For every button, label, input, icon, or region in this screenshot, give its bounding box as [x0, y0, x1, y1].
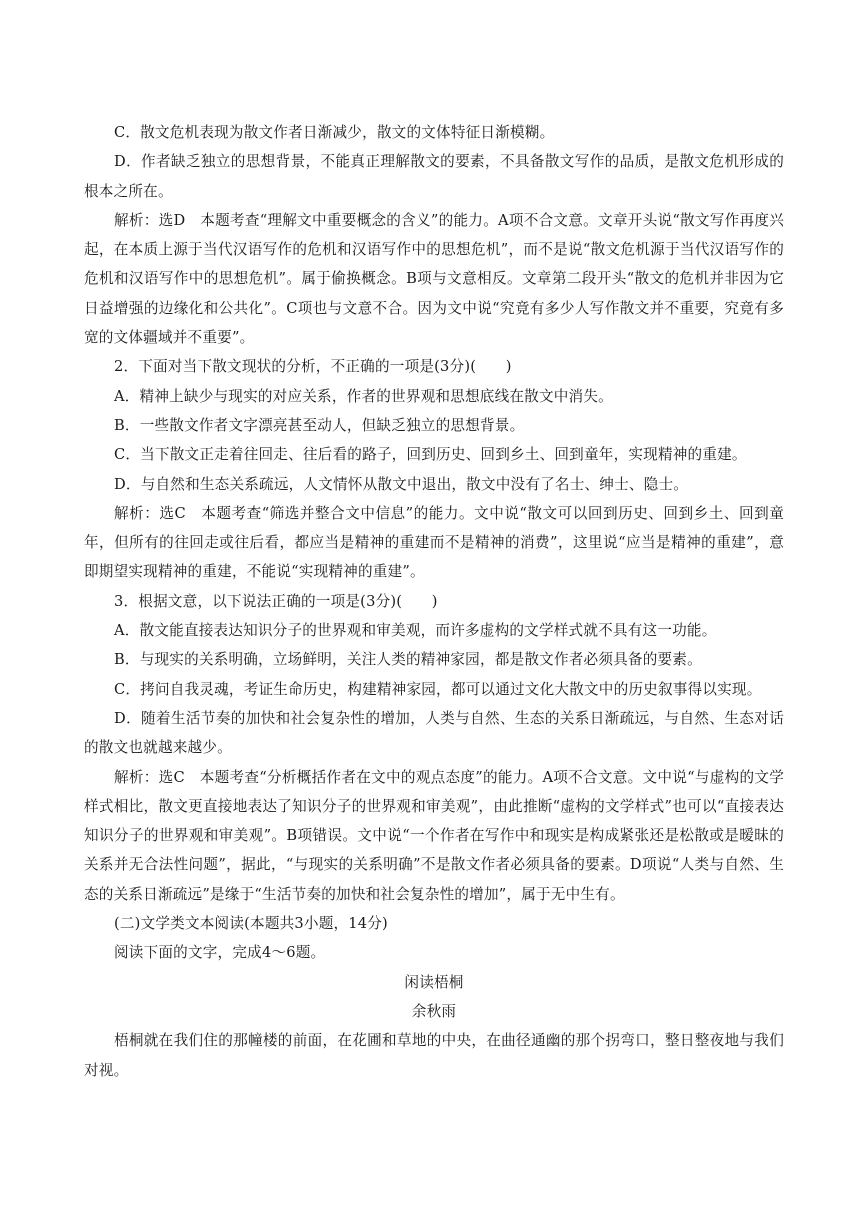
q3-option-b: B．与现实的关系明确，立场鲜明，关注人类的精神家园，都是散文作者必须具备的要素。: [114, 651, 702, 669]
article-author: 余秋雨: [411, 1002, 457, 1020]
q2-option-c: C．当下散文正走着往回走、往后看的路子，回到历史、回到乡土、回到童年，实现精神的重建。: [114, 446, 747, 464]
q2-stem: 2．下面对当下散文现状的分析，不正确的一项是(3分)( ): [114, 358, 512, 376]
q1-option-d: D．作者缺乏独立的思想背景，不能真正理解散文的要素，不具备散文写作的品质，是散文危机形成的根本之所在。: [84, 153, 784, 200]
q1-option-c: C．散文危机表现为散文作者日渐减少，散文的文体特征日渐模糊。: [114, 124, 555, 141]
article-title: 闲读梧桐: [404, 973, 464, 991]
q2-option-b: B．一些散文作者文字漂亮甚至动人，但缺乏独立的思想背景。: [114, 416, 525, 434]
document-page: [84, 118, 784, 1085]
q2-option-a: A．精神上缺少与现实的对应关系，作者的世界观和思想底线在散文中消失。: [114, 387, 613, 405]
article-first-paragraph: 梧桐就在我们住的那幢楼的前面，在花圃和草地的中央，在曲径通幽的那个拐弯口，整日整夜地与我们对视。: [84, 1032, 784, 1079]
q2-option-d: D．与自然和生态关系疏远，人文情怀从散文中退出，散文中没有了名士、绅士、隐士。: [114, 475, 689, 493]
section-heading: (二)文学类文本阅读(本题共3小题，14分): [114, 915, 388, 933]
section-instruction: 阅读下面的文字，完成4～6题。: [114, 944, 326, 962]
q3-option-a: A．散文能直接表达知识分子的世界观和审美观，而许多虚构的文学样式就不具有这一功能。: [114, 622, 717, 640]
q3-stem: 3．根据文意，以下说法正确的一项是(3分)( ): [114, 592, 438, 610]
q2-analysis: 解析：选C 本题考查“筛选并整合文中信息”的能力。文中说“散文可以回到历史、回到乡土、回到童年，但所有的往回走或往后看，都应当是精神的重建而不是精神的消费”，这里说“应当是精神的重建”，意即期望实现精神的重建，不能说“实现精神的重建”。: [84, 504, 784, 581]
q1-analysis: 解析：选D 本题考查“理解文中重要概念的含义”的能力。A项不合文意。文章开头说“散文写作再度兴起，在本质上源于当代汉语写作的危机和汉语写作中的思想危机”，而不是说“散文危机源于当代汉语写作的危机和汉语写作中的思想危机”。属于偷换概念。B项与文意相反。文章第二段开头“散文的危机并非因为它日益增强的边缘化和公共化”。C项也与文意不合。因为文中说“究竟有多少人写作散文并不重要，究竟有多宽的文体疆域并不重要”。: [84, 211, 784, 347]
q3-option-c: C．拷问自我灵魂，考证生命历史，构建精神家园，都可以通过文化大散文中的历史叙事得以实现。: [114, 680, 762, 698]
q3-option-d: D．随着生活节奏的加快和社会复杂性的增加，人类与自然、生态的关系日渐疏远，与自然、生态对话的散文也就越来越少。: [84, 709, 784, 757]
q3-analysis: 解析：选C 本题考查“分析概括作者在文中的观点态度”的能力。A项不合文意。文中说“与虚构的文学样式相比，散文更直接地表达了知识分子的世界观和审美观”，由此推断“虚构的文学样式”也可以“直接表达知识分子的世界观和审美观”。B项错误。文中说“一个作者在写作中和现实是构成紧张还是松散或是暧昧的关系并无合法性问题”，据此，“与现实的关系明确”不是散文作者必须具备的要素。D项说“人类与自然、生态的关系日渐疏远”是缘于“生活节奏的加快和社会复杂性的增加”，属于无中生有。: [84, 768, 784, 903]
